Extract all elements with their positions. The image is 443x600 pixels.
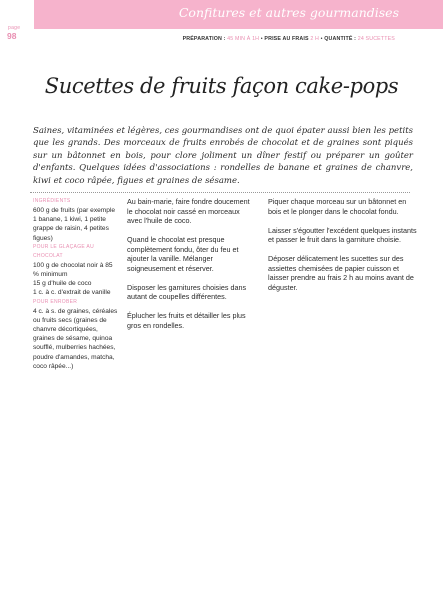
- step-paragraph: Laisser s'égoutter l'excédent quelques instants et passer le fruit dans la garniture choisie.: [268, 225, 417, 244]
- recipe-intro: Saines, vitaminées et légères, ces gourmandises ont de quoi épater aussi bien les petits que les grands. Des morceaux de fruits enrobés de chocolat et de graines sont piqués sur un bâtonnet en bois, pour clore joliment un dîner festif ou préparer un goûter d'enfants. Quelques idées d'associations : rondelles de banane et graines de chanvre, kiwi et coco râpée, figues et graines de sésame.: [33, 126, 413, 186]
- divider: [30, 192, 410, 193]
- step-paragraph: Au bain-marie, faire fondre doucement le chocolat noir cassé en morceaux avec l'huile de coco.: [127, 197, 250, 225]
- ingredient-toppings: 4 c. à s. de graines, céréales ou fruits secs (graines de chanvre décortiquées, graines de sésame, quinoa soufflé, mulberries hachées, poudre d'amandes, matcha, coco râpée...): [33, 307, 118, 370]
- step-paragraph: Éplucher les fruits et détailler les plus gros en rondelles.: [127, 311, 246, 330]
- step-paragraph: Déposer délicatement les sucettes sur des assiettes chemisées de papier cuisson et laisser prendre au frais 2 h au moins avant de déguster.: [268, 254, 414, 292]
- chill-label: PRISE AU FRAIS: [264, 36, 309, 42]
- quantity-label: QUANTITÉ :: [324, 36, 357, 42]
- chill-value: 2 H: [310, 36, 320, 42]
- ingredients-heading: INGRÉDIENTS: [33, 198, 71, 204]
- step-paragraph: Disposer les garnitures choisies dans autant de coupelles différentes.: [127, 282, 247, 301]
- ingredient-vanilla: 1 c. à c. d'extrait de vanille: [33, 289, 111, 297]
- ingredients-column: [33, 197, 118, 371]
- ingredient-chocolate: 100 g de chocolat noir à 85 % minimum: [33, 261, 113, 279]
- step-paragraph: Quand le chocolat est presque complètement fondu, ôter du feu et ajouter la vanille. Mélanger soigneusement et réserver.: [127, 235, 239, 273]
- section-title: Confitures et autres gourmandises: [178, 5, 399, 20]
- ingredient-coconut-oil: 15 g d'huile de coco: [33, 280, 92, 288]
- steps-column-1: [127, 197, 255, 340]
- page-number: 98: [7, 31, 17, 41]
- section-banner: [34, 0, 443, 29]
- coating-heading: POUR ENROBER: [33, 298, 78, 305]
- quantity-value: 24 SUCETTES: [357, 36, 395, 42]
- steps-column-2: [268, 197, 418, 302]
- recipe-meta: PRÉPARATION : 45 MIN À 1H • PRISE AU FRAIS 2 H • QUANTITÉ : 24 SUCETTES: [182, 36, 395, 42]
- step-paragraph: Piquer chaque morceau sur un bâtonnet en bois et le plonger dans le chocolat fondu.: [268, 197, 407, 216]
- page-label: page: [8, 25, 21, 31]
- ingredient-fruits: 600 g de fruits (par exemple 1 banane, 1 kiwi, 1 petite grappe de raisin, 4 petites figues): [33, 207, 116, 242]
- prep-label: PRÉPARATION :: [182, 36, 226, 42]
- glazing-heading: POUR LE GLAÇAGE AU CHOCOLAT: [33, 243, 94, 259]
- prep-value: 45 MIN À 1H: [227, 36, 260, 42]
- recipe-title: Sucettes de fruits façon cake-pops: [44, 74, 399, 98]
